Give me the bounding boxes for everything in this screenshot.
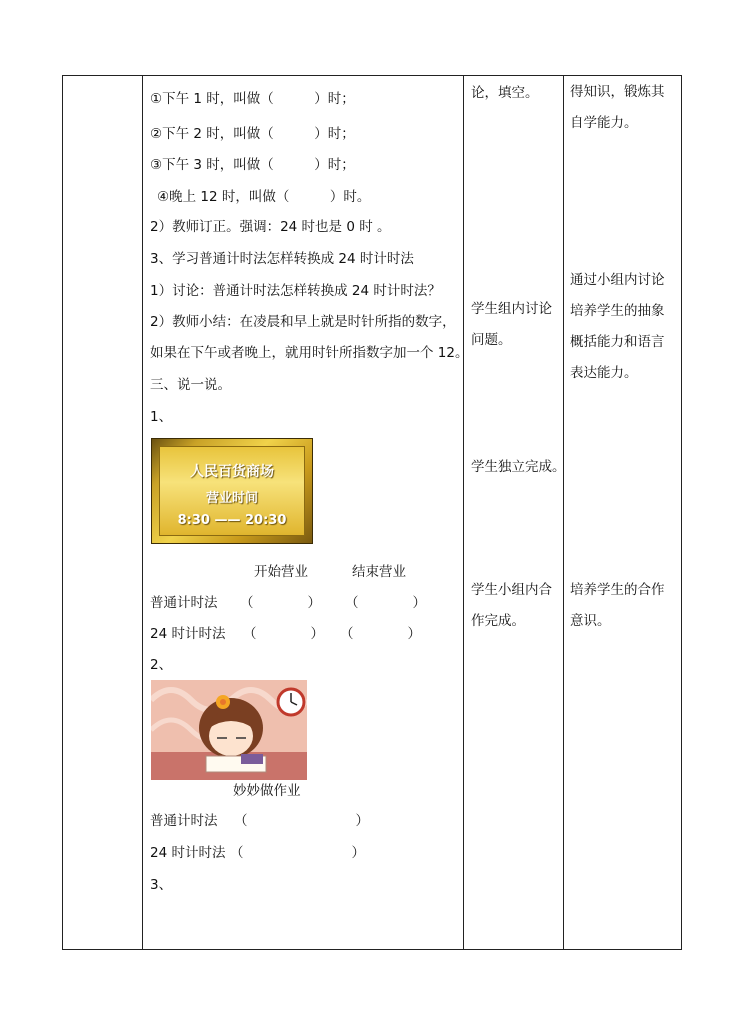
- fill-line-3: ③下午 3 时，叫做（ ）时；: [150, 157, 355, 173]
- design-intent-2-line4: 表达能力。: [570, 365, 638, 381]
- table-top-border: [62, 75, 682, 76]
- start-business-label: 开始营业: [254, 564, 308, 580]
- discussion-line: 1）讨论：普通计时法怎样转换成 24 时计时法？: [150, 283, 441, 299]
- q2-normal-blank: （ ）: [234, 813, 369, 829]
- fill-line-1: ①下午 1 时，叫做（ ）时；: [150, 91, 355, 107]
- student-activity-2: [471, 294, 552, 356]
- girl-image-caption: 妙妙做作业: [233, 783, 301, 799]
- design-intent-2-line1: 通过小组内讨论: [570, 272, 665, 288]
- fill-line-2: ②下午 2 时，叫做（ ）时；: [150, 126, 355, 142]
- table-left-border: [62, 75, 63, 950]
- student-activity-2-line2: 问题。: [471, 332, 512, 348]
- design-intent-2-line3: 概括能力和语言: [570, 334, 665, 350]
- column-divider-2: [463, 75, 464, 950]
- end-business-label: 结束营业: [352, 564, 406, 580]
- question-2-number: 2、: [150, 657, 173, 673]
- student-activity-4-line1: 学生小组内合: [471, 582, 552, 598]
- q1-normal-label: 普通计时法: [150, 595, 218, 611]
- design-intent-3-line2: 意识。: [570, 613, 611, 629]
- table-right-border: [681, 75, 682, 950]
- design-intent-1: [570, 77, 665, 139]
- girl-doing-homework-image: [151, 680, 307, 780]
- q1-24h-label: 24 时计时法: [150, 626, 226, 642]
- student-activity-2-line1: 学生组内讨论: [471, 301, 552, 317]
- summary-line-1: 2）教师小结：在凌晨和早上就是时针所指的数字，: [150, 314, 456, 330]
- teacher-correction: 2）教师订正。强调：24 时也是 0 时 。: [150, 219, 391, 235]
- design-intent-1-line1: 得知识，锻炼其: [570, 84, 665, 100]
- section-heading-say: 三、说一说。: [150, 377, 231, 393]
- q1-normal-end-blank: （ ）: [345, 595, 426, 611]
- student-activity-4-line2: 作完成。: [471, 613, 525, 629]
- q1-normal-start-blank: （ ）: [240, 595, 321, 611]
- table-bottom-border: [62, 949, 682, 950]
- design-intent-2: [570, 265, 665, 389]
- q2-24h-blank: （ ）: [230, 845, 365, 861]
- q2-normal-label: 普通计时法: [150, 813, 218, 829]
- column-divider-3: [563, 75, 564, 950]
- design-intent-2-line2: 培养学生的抽象: [570, 303, 665, 319]
- design-intent-3-line1: 培养学生的合作: [570, 582, 665, 598]
- question-1-number: 1、: [150, 409, 173, 425]
- question-3-number: 3、: [150, 877, 173, 893]
- q1-24h-start-blank: （ ）: [243, 626, 324, 642]
- student-activity-4: [471, 575, 552, 637]
- section-heading-3: 3、学习普通计时法怎样转换成 24 时计时法: [150, 251, 414, 267]
- summary-line-2: 如果在下午或者晚上，就用时针所指数字加一个 12。: [150, 345, 469, 361]
- design-intent-1-line2: 自学能力。: [570, 115, 638, 131]
- fill-line-4: ④晚上 12 时，叫做（ ）时。: [157, 189, 371, 205]
- sign-hours-range: 8:30 —— 20:30: [177, 513, 287, 528]
- girl-illustration-icon: [151, 680, 307, 780]
- design-intent-3: [570, 575, 665, 637]
- q2-24h-label: 24 时计时法: [150, 845, 226, 861]
- q1-24h-end-blank: （ ）: [340, 626, 421, 642]
- sign-hours-title: 营业时间: [205, 491, 258, 506]
- sign-store-name: 人民百货商场: [190, 464, 274, 480]
- student-activity-1: 论，填空。: [471, 85, 539, 101]
- student-activity-3: 学生独立完成。: [471, 459, 566, 475]
- column-divider-1: [142, 75, 143, 950]
- store-hours-sign-image: [151, 438, 313, 544]
